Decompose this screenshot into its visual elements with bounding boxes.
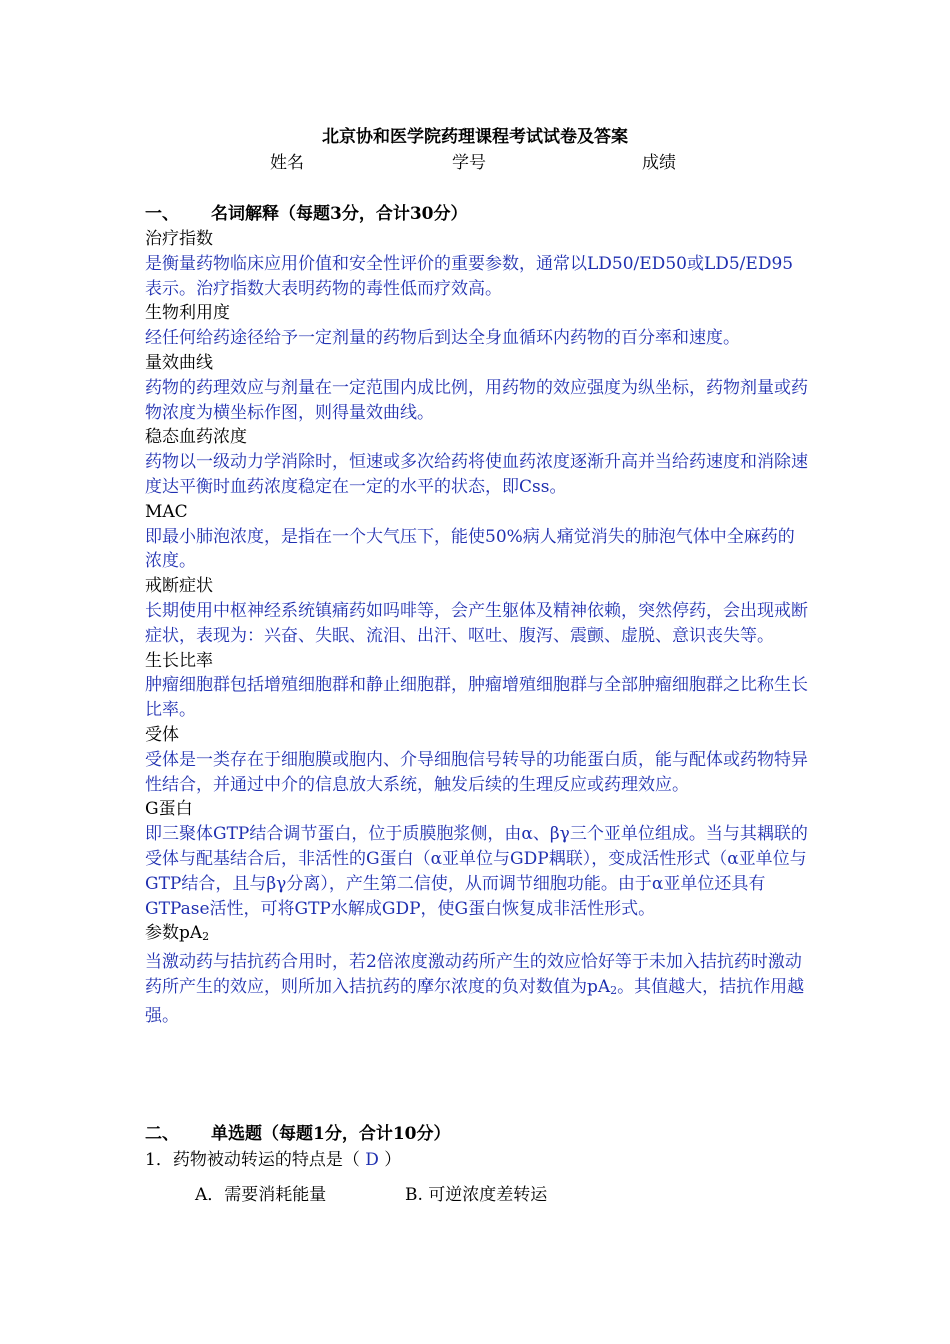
question-close: ）	[384, 1150, 402, 1170]
term-definition: 长期使用中枢神经系统镇痛药如吗啡等，会产生躯体及精神依赖，突然停药，会出现戒断症状，表现为：兴奋、失眠、流泪、出汗、呕吐、腹泻、震颤、虚脱、意识丧失等。	[145, 600, 808, 646]
term-definition: 药物以一级动力学消除时，恒速或多次给药将使血药浓度逐渐升高并当给药速度和消除速度达平衡时血药浓度稳定在一定的水平的状态，即Css。	[145, 452, 808, 497]
term-title: MAC	[145, 501, 188, 522]
student-id-label: 学号	[452, 153, 486, 173]
term-definition: 是衡量药物临床应用价值和安全性评价的重要参数，通常以LD50/ED50或LD5/ED95表示。治疗指数大表明药物的毒性低而疗效高。	[145, 253, 794, 299]
question-answer: D	[359, 1150, 385, 1170]
term-title: 戒断症状	[145, 576, 213, 597]
definition-text-end: 。其值越大，拮抗作用越强。	[145, 976, 805, 1026]
term-subscript: 2	[202, 930, 210, 944]
section-1-title: 名词解释（每题3分，合计30分）	[211, 204, 468, 224]
term-definition	[145, 950, 810, 1028]
question-text: 1．药物被动转运的特点是（	[145, 1150, 360, 1170]
page-title: 北京协和医学院药理课程考试试卷及答案	[322, 127, 628, 147]
term-definition: 药物的药理效应与剂量在一定范围内成比例，用药物的效应强度为纵坐标，药物剂量或药物浓度为横坐标作图，则得量效曲线。	[145, 377, 808, 423]
term-title: 生长比率	[145, 650, 213, 671]
name-label: 姓名	[270, 153, 304, 173]
term-definition: 受体是一类存在于细胞膜或胞内、介导细胞信号转导的功能蛋白质，能与配体或药物特异性结合，并通过中介的信息放大系统，触发后续的生理反应或药理效应。	[145, 749, 808, 795]
term-title: 治疗指数	[145, 229, 213, 249]
term-definition: 即三聚体GTP结合调节蛋白，位于质膜胞浆侧，由α、βγ三个亚单位组成。当与其耦联的受体与配基结合后，非活性的G蛋白（α亚单位与GDP耦联），变成活性形式（α亚单位与GTP结合，且与βγ分离），产生第二信使，从而调节细胞功能。由于α亚单位还具有GTPase活性，可将GTP水解成GDP，使G蛋白恢复成非活性形式。	[145, 824, 808, 919]
term-definition: 即最小肺泡浓度，是指在一个大气压下，能使50%病人痛觉消失的肺泡气体中全麻药的浓度。	[145, 526, 795, 572]
term-title: 量效曲线	[145, 352, 213, 373]
term-definition: 肿瘤细胞群包括增殖细胞群和静止细胞群，肿瘤增殖细胞群与全部肿瘤细胞群之比称生长比率。	[145, 675, 808, 721]
term-title	[145, 921, 810, 950]
term-title: G蛋白	[145, 799, 193, 820]
option-b: B. 可逆浓度差转运	[405, 1185, 548, 1205]
term-title: 受体	[145, 724, 179, 745]
term-title-text: 参数pA	[145, 923, 203, 944]
section-2-heading	[145, 1122, 451, 1146]
definition-text: 当激动药与拮抗药合用时，若2倍浓度激动药所产生的效应恰好等于未加入拮抗药时激动药所产生的效应，则所加入拮抗药的摩尔浓度的负对数值为pA	[145, 952, 802, 997]
definitions-list	[145, 227, 810, 1029]
score-label: 成绩	[642, 153, 676, 173]
term-title: 稳态血药浓度	[145, 427, 247, 448]
question-1	[145, 1148, 401, 1172]
term-title: 生物利用度	[145, 303, 230, 324]
section-1-number: 一、	[145, 204, 179, 224]
option-a: A．需要消耗能量	[195, 1185, 327, 1205]
section-2-number: 二、	[145, 1124, 179, 1144]
section-1-heading	[145, 202, 468, 226]
definition-subscript: 2	[610, 983, 618, 997]
section-2-title: 单选题（每题1分，合计10分）	[211, 1124, 451, 1144]
term-definition: 经任何给药途径给予一定剂量的药物后到达全身血循环内药物的百分率和速度。	[145, 328, 740, 349]
